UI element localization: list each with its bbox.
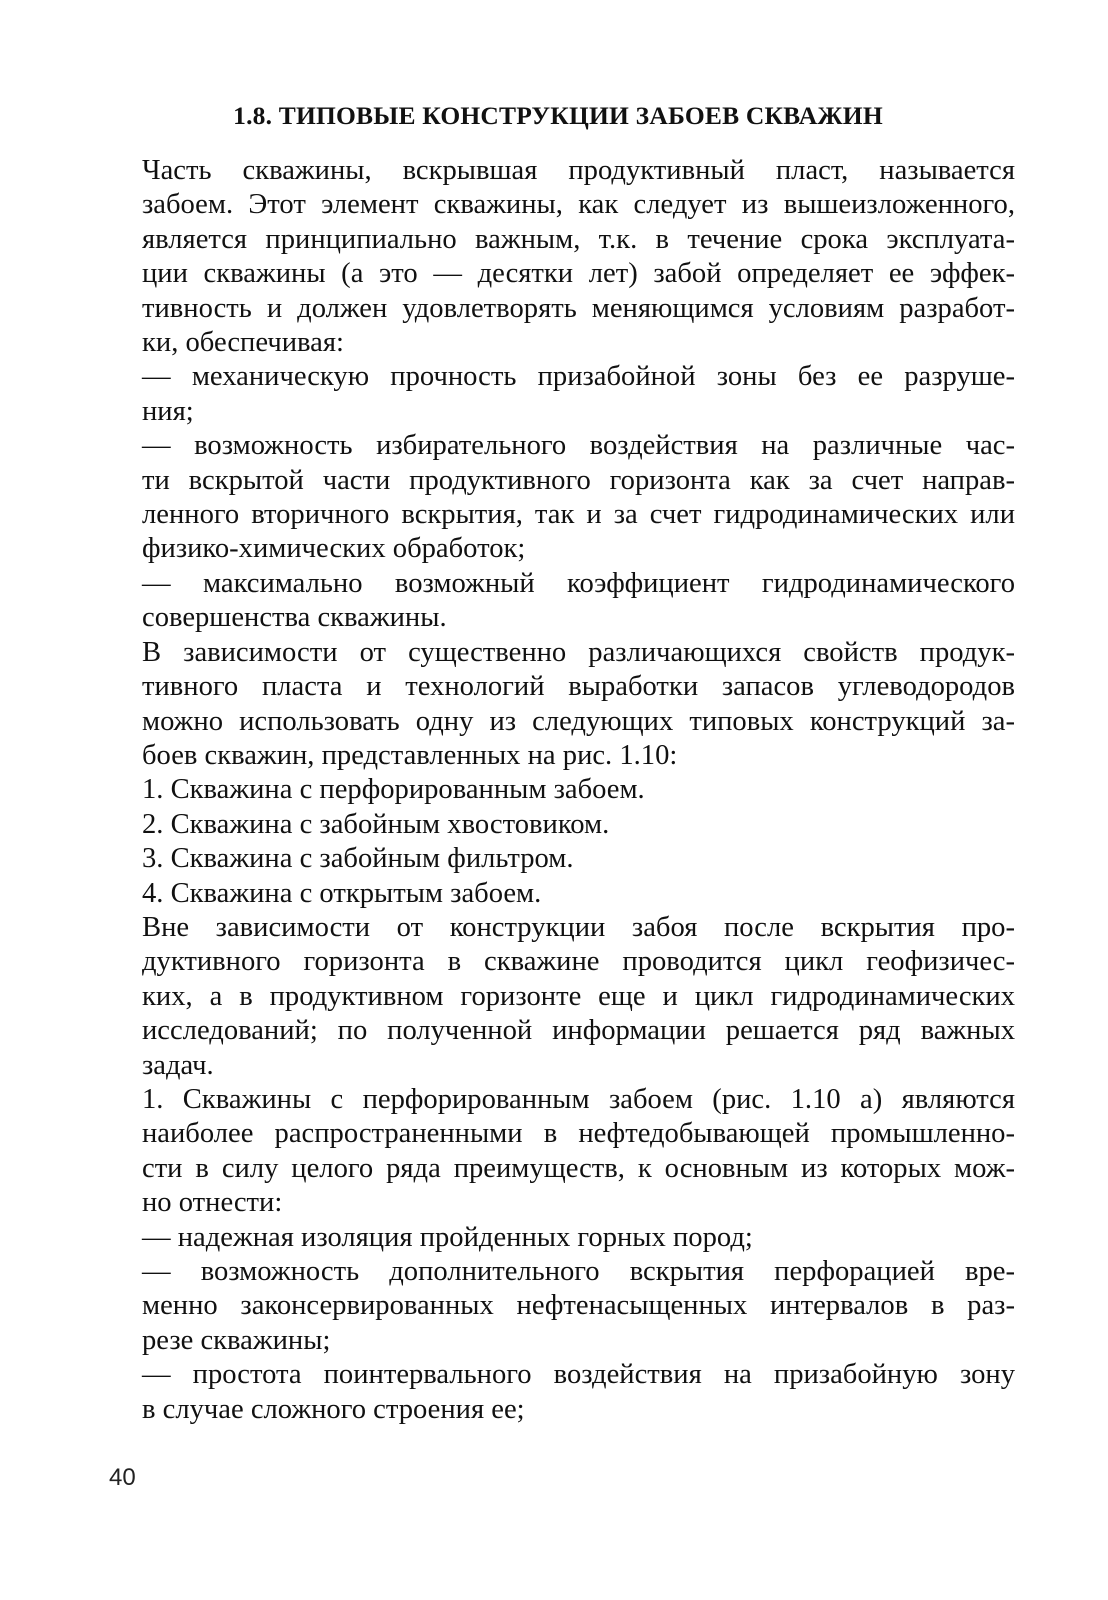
text-line: в случае сложного строения ее; — [142, 1393, 525, 1425]
text-line: дуктивного горизонта в скважине проводится цикл геофизичес- — [142, 946, 1015, 978]
text-line: Часть скважины, вскрывшая продуктивный пласт, называется — [142, 155, 1015, 186]
paragraph — [104, 1221, 1015, 1255]
paragraph — [104, 842, 1015, 876]
text-line: является принципиально важным, т.к. в течение срока эксплуата- — [142, 223, 1015, 255]
paragraph — [104, 808, 1015, 842]
text-line: 1. Скважины с перфорированным забоем (рис. 1.10 а) являются — [142, 1083, 1015, 1115]
text-line: наиболее распространенными в нефтедобывающей промышленно- — [142, 1118, 1015, 1150]
text-line: — максимально возможный коэффициент гидродинамического — [142, 567, 1015, 599]
text-line: 4. Скважина с открытым забоем. — [142, 877, 542, 909]
paragraph — [104, 567, 1015, 636]
text-line: ких, а в продуктивном горизонте еще и цикл гидродинамических — [142, 980, 1015, 1012]
text-line: ния; — [142, 395, 194, 427]
text-line: — надежная изоляция пройденных горных пород; — [142, 1221, 753, 1253]
text-line: — возможность избирательного воздействия на различные час- — [142, 430, 1015, 462]
text-line: ленного вторичного вскрытия, так и за счет гидродинамических или — [142, 499, 1015, 531]
text-line: менно законсервированных нефтенасыщенных интервалов в раз- — [142, 1290, 1015, 1322]
text-line: 3. Скважина с забойным фильтром. — [142, 843, 574, 875]
section-heading: 1.8. ТИПОВЫЕ КОНСТРУКЦИИ ЗАБОЕВ СКВАЖИН — [233, 101, 883, 130]
text-line: ции скважины (а это — десятки лет) забой определяет ее эффек- — [142, 258, 1015, 290]
text-line: но отнести: — [142, 1187, 283, 1219]
text-line: совершенства скважины. — [142, 602, 447, 634]
text-line: тивного пласта и технологий выработки запасов углеводородов — [142, 671, 1015, 703]
text-line: В зависимости от существенно различающихся свойств продук- — [142, 636, 1015, 668]
text-line: можно использовать одну из следующих типовых конструкций за- — [142, 705, 1015, 737]
text-line: забоем. Этот элемент скважины, как следует из вышеизложенного, — [142, 189, 1015, 221]
paragraph — [104, 429, 1015, 567]
text-line: ти вскрытой части продуктивного горизонта как за счет направ- — [142, 464, 1015, 496]
paragraph — [104, 1358, 1015, 1427]
paragraph — [104, 1083, 1015, 1221]
text-line: ки, обеспечивая: — [142, 327, 344, 359]
text-line: исследований; по полученной информации решается ряд важных — [142, 1015, 1015, 1047]
text-line: задач. — [142, 1049, 214, 1081]
text-line: 1. Скважина с перфорированным забоем. — [142, 774, 645, 806]
text-line: физико-химических обработок; — [142, 533, 526, 565]
paragraph — [104, 773, 1015, 807]
paragraph — [104, 1255, 1015, 1358]
text-line: 2. Скважина с забойным хвостовиком. — [142, 808, 610, 840]
paragraph — [104, 154, 1015, 360]
paragraph — [104, 636, 1015, 774]
text-line: сти в силу целого ряда преимуществ, к основным из которых мож- — [142, 1152, 1015, 1184]
text-line: Вне зависимости от конструкции забоя после вскрытия про- — [142, 911, 1015, 943]
text-line: резе скважины; — [142, 1324, 331, 1356]
text-line: боев скважин, представленных на рис. 1.10: — [142, 739, 678, 771]
paragraph — [104, 360, 1015, 429]
body-text — [104, 154, 1015, 1427]
text-line: — возможность дополнительного вскрытия перфорацией вре- — [142, 1256, 1015, 1287]
paragraph — [104, 877, 1015, 911]
text-line: тивность и должен удовлетворять меняющимся условиям разработ- — [142, 292, 1015, 324]
text-line: — механическую прочность призабойной зоны без ее разруше- — [142, 361, 1015, 393]
paragraph — [104, 911, 1015, 1083]
text-line: — простота поинтервального воздействия на призабойную зону — [142, 1359, 1015, 1391]
page-number: 40 — [109, 1464, 136, 1491]
